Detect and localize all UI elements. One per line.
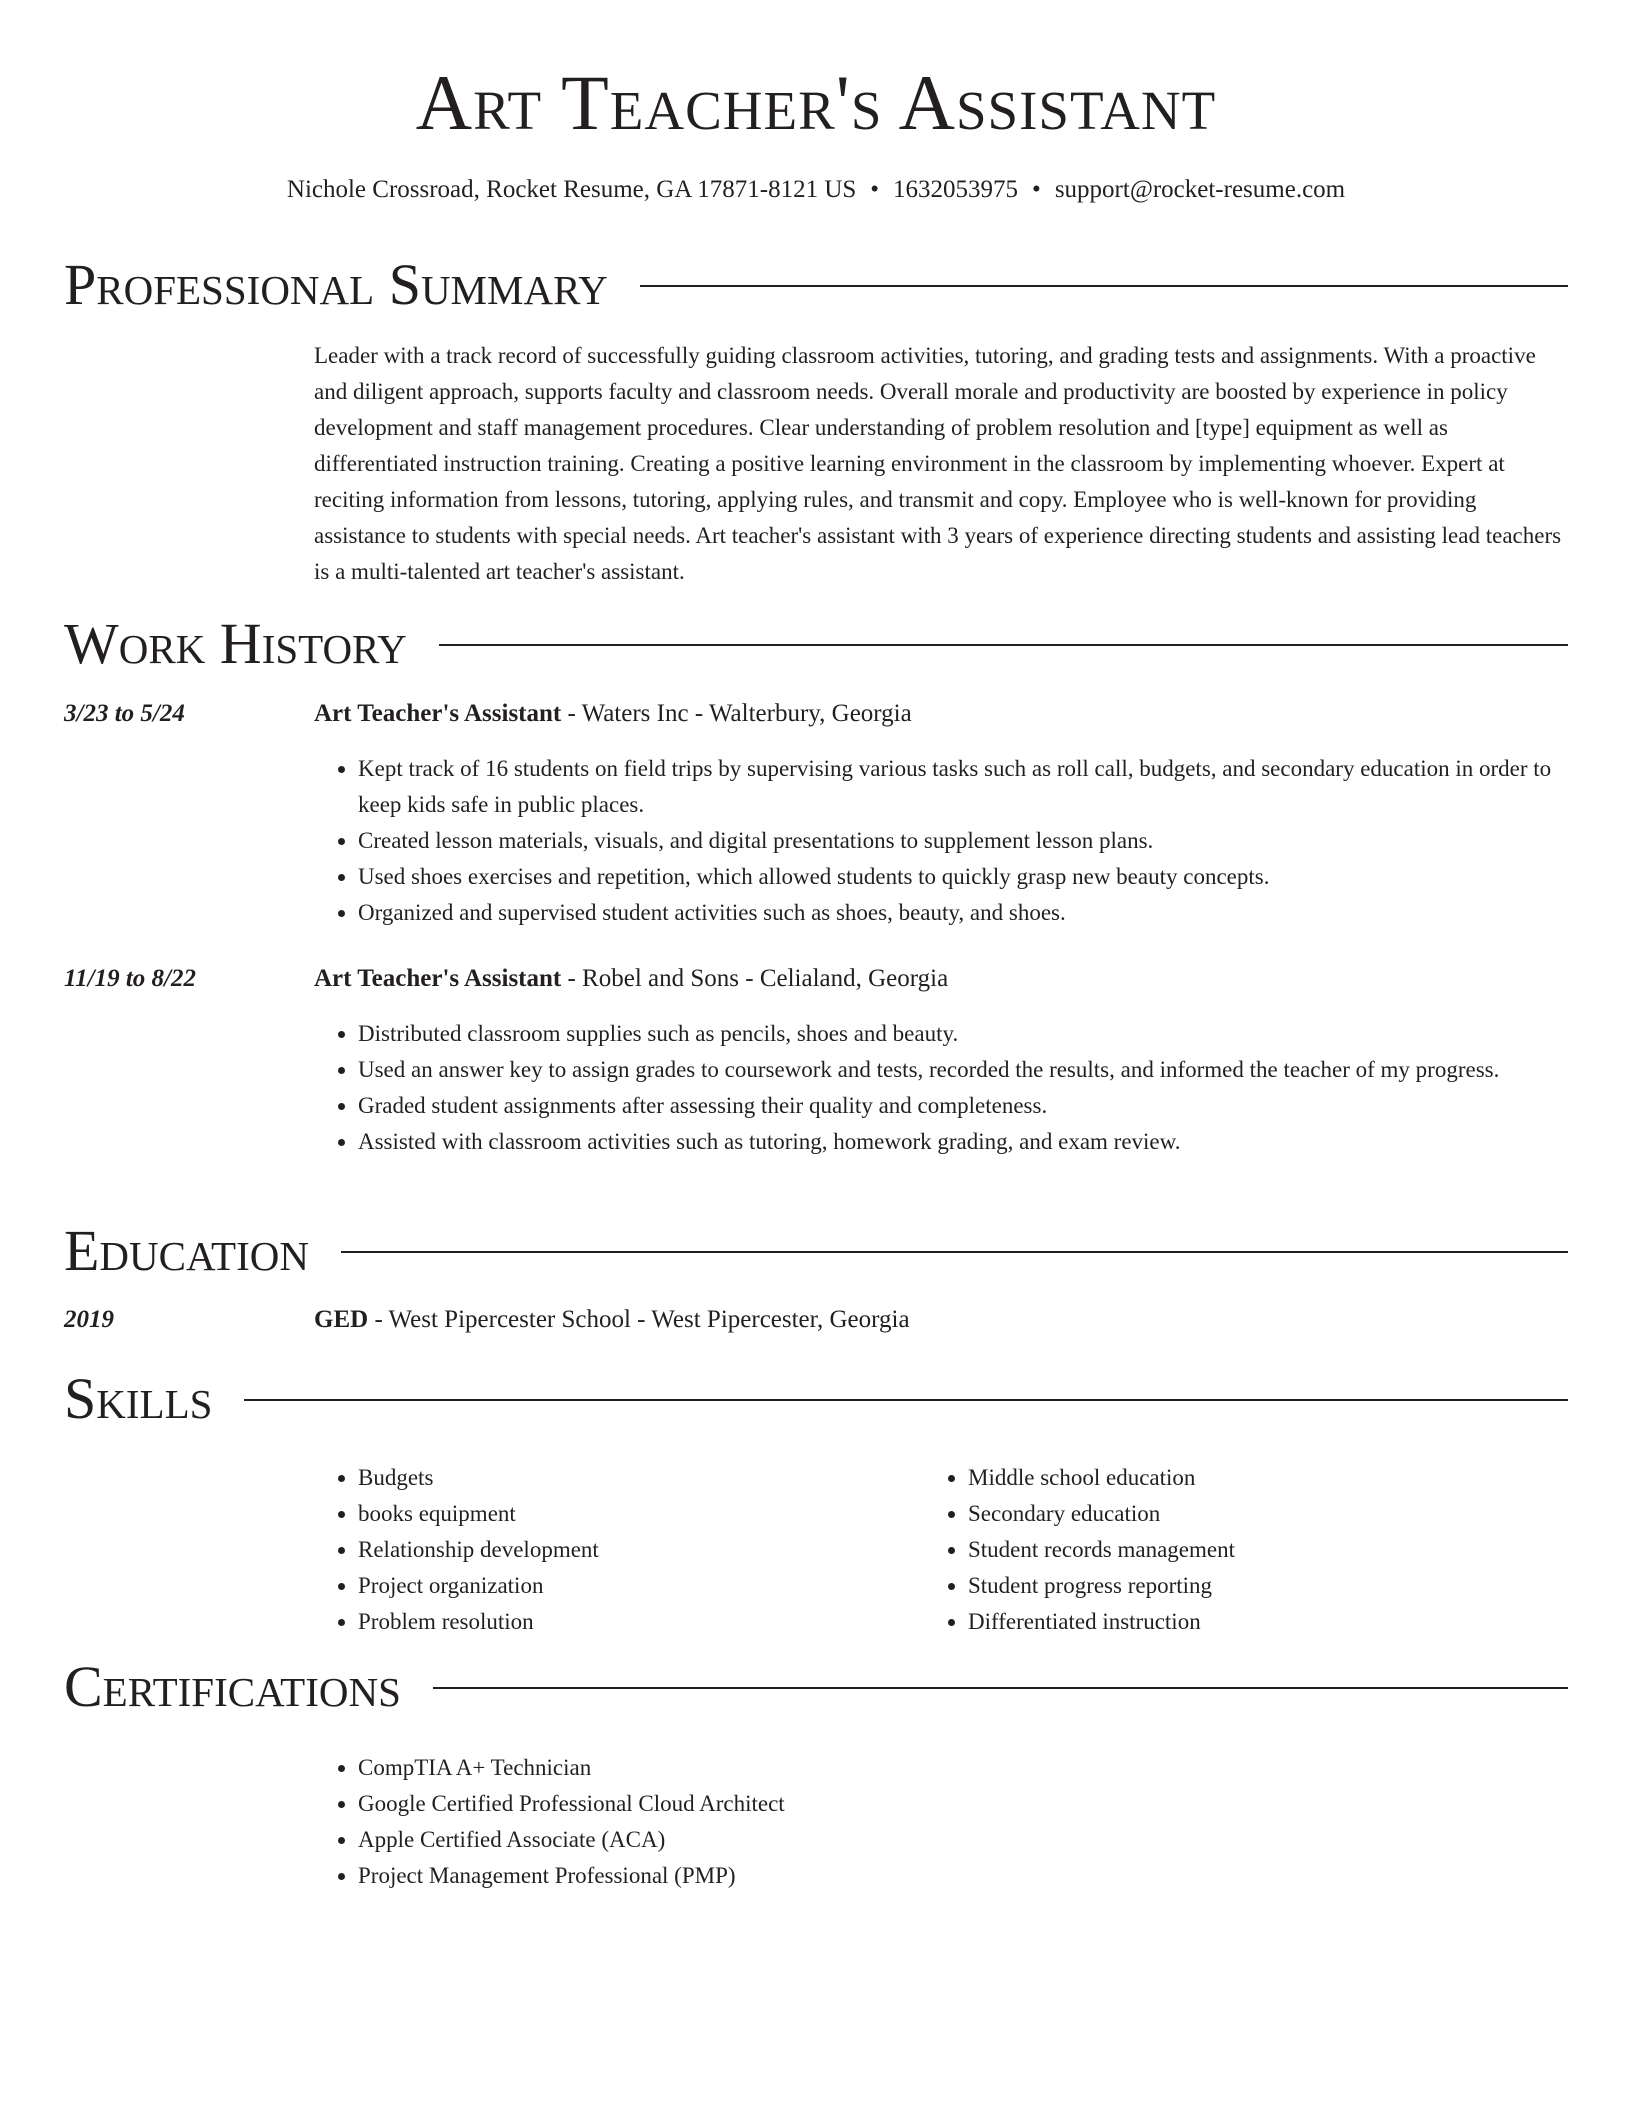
email: support@rocket-resume.com <box>1054 176 1346 203</box>
certifications-section-header <box>64 1655 1568 1719</box>
skills-list-left <box>314 1460 914 1640</box>
skill-item: • Secondary education <box>968 1496 1564 1532</box>
job-details: - Waters Inc - Walterbury, Georgia <box>561 700 912 727</box>
education-year: 2019 <box>64 1306 114 1333</box>
section-divider <box>640 285 1568 287</box>
section-title: Work History <box>64 611 407 676</box>
candidate-name: Art Teacher's Assistant <box>415 59 1217 146</box>
education-line <box>314 1303 1570 1337</box>
separator: • <box>1032 176 1041 203</box>
certification-item: • Apple Certified Associate (ACA) <box>358 1822 1570 1858</box>
list-item: • Used shoes exercises and repetition, which allowed students to quickly grasp new beauty concepts. <box>358 859 1570 895</box>
skill-item: • Middle school education <box>968 1460 1564 1496</box>
list-item: • Created lesson materials, visuals, and digital presentations to supplement lesson plans. <box>358 823 1570 859</box>
section-title: Certifications <box>64 1654 401 1719</box>
section-title: Professional Summary <box>64 252 608 317</box>
list-item: • Graded student assignments after assessing their quality and completeness. <box>358 1088 1570 1124</box>
list-item: • Used an answer key to assign grades to coursework and tests, recorded the results, and informed the teacher of my progress. <box>358 1052 1570 1088</box>
job-bullets <box>314 751 1570 931</box>
job-role: Art Teacher's Assistant <box>314 965 562 992</box>
job-dates: 11/19 to 8/22 <box>64 965 196 992</box>
list-item: • Kept track of 16 students on field trips by supervising various tasks such as roll call, budgets, and secondary education in order to keep kids safe in public places. <box>358 751 1570 823</box>
section-title: Skills <box>64 1366 213 1431</box>
certification-item: • Google Certified Professional Cloud Architect <box>358 1786 1570 1822</box>
summary-section-header <box>64 253 1568 317</box>
work-history-section-header <box>64 612 1568 676</box>
section-divider <box>433 1687 1568 1689</box>
section-divider <box>244 1399 1568 1401</box>
certifications-list <box>314 1750 1570 1894</box>
job-details: - Robel and Sons - Celialand, Georgia <box>561 965 949 992</box>
skills-list-right <box>924 1460 1564 1640</box>
phone: 1632053975 <box>893 176 1019 203</box>
section-divider <box>341 1251 1568 1253</box>
skill-item: • Project organization <box>358 1568 914 1604</box>
job-dates: 3/23 to 5/24 <box>64 700 185 727</box>
list-item: • Assisted with classroom activities such as tutoring, homework grading, and exam review. <box>358 1124 1570 1160</box>
skill-item: • Student progress reporting <box>968 1568 1564 1604</box>
skills-section-header <box>64 1367 1568 1431</box>
section-divider <box>439 644 1568 646</box>
job-title-line <box>314 962 1570 996</box>
skill-item: • Differentiated instruction <box>968 1604 1564 1640</box>
skill-item: • books equipment <box>358 1496 914 1532</box>
separator: • <box>870 176 880 203</box>
skill-item: • Relationship development <box>358 1532 914 1568</box>
summary-text: Leader with a track record of successfully guiding classroom activities, tutoring, and grading tests and assignments. With a proactive and diligent approach, supports faculty and classroom needs. Overall morale and productivity are boosted by experience in policy development and staff management procedures. Clear understanding of problem resolution and [type] equipment as well as differentiated instruction training. Creating a positive learning environment in the classroom by implementing whoever. Expert at reciting information from lessons, tutoring, applying rules, and transmit and copy. Employee who is well-known for providing assistance to students with special needs. Art teacher's assistant with 3 years of experience directing students and assisting lead teachers is a multi-talented art teacher's assistant. <box>314 343 1562 584</box>
job-role: Art Teacher's Assistant <box>314 700 562 727</box>
certification-item: • Project Management Professional (PMP) <box>358 1858 1570 1894</box>
job-title-line <box>314 697 1570 731</box>
job-bullets <box>314 1016 1570 1160</box>
skill-item: • Student records management <box>968 1532 1564 1568</box>
skill-item: • Problem resolution <box>358 1604 914 1640</box>
list-item: • Distributed classroom supplies such as pencils, shoes and beauty. <box>358 1016 1570 1052</box>
degree: GED <box>314 1306 369 1333</box>
certification-item: • CompTIA A+ Technician <box>358 1750 1570 1786</box>
skill-item: • Budgets <box>358 1460 914 1496</box>
list-item: • Organized and supervised student activities such as shoes, beauty, and shoes. <box>358 895 1570 931</box>
school-details: - West Pipercester School - West Pipercester, Georgia <box>368 1306 910 1333</box>
contact-line <box>0 174 1632 206</box>
section-title: Education <box>64 1218 309 1283</box>
education-section-header <box>64 1219 1568 1283</box>
address: Nichole Crossroad, Rocket Resume, GA 17871-8121 US <box>286 176 857 203</box>
